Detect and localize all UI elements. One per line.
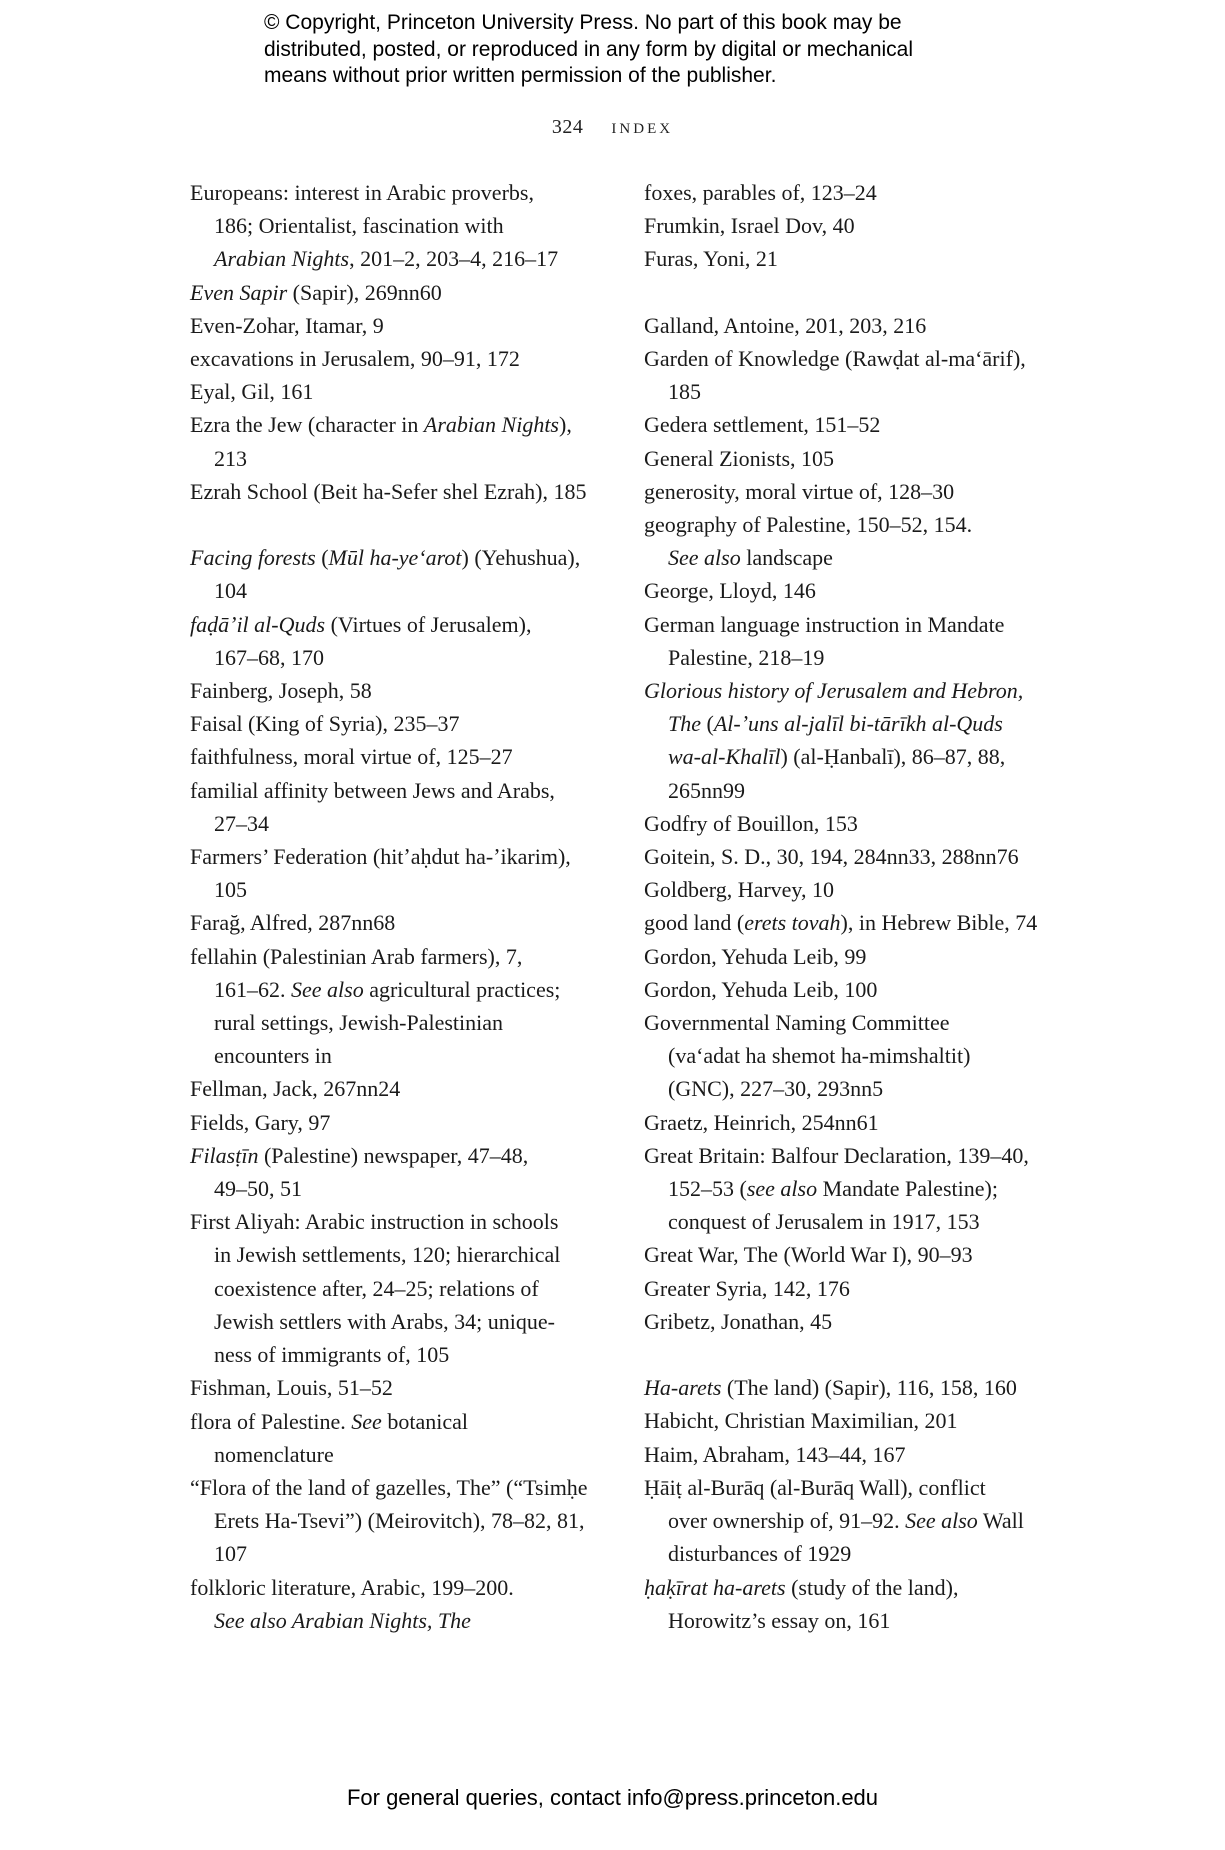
page-number: 324: [551, 116, 584, 138]
index-entry-text: agricultural practices;: [363, 976, 561, 1002]
index-entry: [190, 1106, 640, 1139]
index-entry-text: foxes, parables of, 123–24: [644, 180, 877, 205]
index-entry: [644, 973, 1094, 1006]
index-entry-text: ),: [559, 412, 572, 438]
index-entry: [190, 309, 640, 342]
index-entry-text: George, Lloyd, 146: [644, 578, 816, 604]
index-entry-text: Gribetz, Jonathan, 45: [644, 1308, 833, 1334]
index-entry: [190, 1571, 640, 1637]
index-entry-text: Wall: [977, 1508, 1024, 1534]
index-entry-text: Horowitz’s essay on, 161: [668, 1607, 891, 1633]
index-entry: [644, 1139, 1094, 1239]
index-entry: [190, 276, 640, 309]
index-entry-text: Ezra the Jew (character in: [190, 412, 424, 438]
index-entry-text: familial affinity between Jews and Arabs,: [190, 777, 555, 803]
index-entry-text: generosity, moral virtue of, 128–30: [644, 478, 955, 504]
index-entry-text: faḍāʼil al-Quds: [190, 611, 326, 637]
index-entry-text: 104: [214, 578, 247, 604]
index-entry: [644, 475, 1094, 508]
index-entry: [644, 608, 1094, 674]
index-entry-text: General Zionists, 105: [644, 445, 835, 471]
index-entry-text: Galland, Antoine, 201, 203, 216: [644, 312, 927, 338]
index-entry: [644, 408, 1094, 441]
index-entry: [190, 674, 640, 707]
index-entry: [644, 209, 1094, 242]
index-entry: [190, 475, 640, 508]
copyright-line: distributed, posted, or reproduced in any form by digital or mechanical: [264, 37, 914, 61]
index-entry-text: 161–62.: [214, 976, 291, 1002]
index-entry-text: Mandate Palestine);: [817, 1176, 998, 1202]
index-entry-text: conquest of Jerusalem in 1917, 153: [668, 1209, 980, 1235]
index-entry: [644, 1471, 1094, 1571]
letter-group-gap: [644, 1338, 1094, 1371]
index-entry-text: Haim, Abraham, 143–44, 167: [644, 1441, 906, 1467]
index-entry-text: Mūl ha-yeʻarot: [328, 545, 462, 571]
index-entry-text: (Sapir), 269nn60: [287, 279, 442, 305]
index-entry-text: Jewish settlers with Arabs, 34; unique-: [214, 1308, 555, 1334]
index-entry-text: 49–50, 51: [214, 1176, 302, 1202]
index-entry-text: Palestine, 218–19: [668, 644, 825, 670]
index-entry: [644, 873, 1094, 906]
index-entry: [644, 840, 1094, 873]
index-entry-text: Ha-arets: [644, 1375, 722, 1401]
index-entry-text: Habicht, Christian Maximilian, 201: [644, 1408, 958, 1434]
index-entry-text: , 201–2, 203–4, 216–17: [349, 246, 559, 272]
index-column-right: [644, 176, 1094, 1637]
index-entry: [190, 1471, 640, 1571]
index-entry-text: Goldberg, Harvey, 10: [644, 877, 835, 903]
index-entry-text: Faisal (King of Syria), 235–37: [190, 711, 460, 737]
index-entry-text: excavations in Jerusalem, 90–91, 172: [190, 346, 520, 372]
index-entry: [644, 807, 1094, 840]
index-entry-text: nomenclature: [214, 1441, 334, 1467]
index-entry: [190, 774, 640, 840]
letter-group-gap: [644, 276, 1094, 309]
index-entry-text: Fields, Gary, 97: [190, 1109, 331, 1135]
index-entry-text: ) (al-Ḥanbalī), 86–87, 88,: [780, 744, 1006, 770]
index-entry: [644, 1571, 1094, 1637]
index-entry: [644, 242, 1094, 275]
index-entry-text: Farağ, Alfred, 287nn68: [190, 910, 396, 936]
index-entry-text: Gordon, Yehuda Leib, 100: [644, 976, 878, 1002]
index-entry-text: erets tovah: [744, 910, 841, 936]
index-entry-text: disturbances of 1929: [668, 1541, 852, 1567]
index-entry: [190, 1371, 640, 1404]
running-head-title: index: [611, 113, 674, 138]
index-entry-text: Europeans: interest in Arabic proverbs,: [190, 180, 534, 205]
index-entry-text: Furas, Yoni, 21: [644, 246, 778, 272]
index-entry-text: Fishman, Louis, 51–52: [190, 1375, 393, 1401]
index-entry-text: (vaʻadat ha shemot ha-mimshaltit): [668, 1043, 971, 1069]
index-entry-text: See also Arabian Nights, The: [214, 1607, 471, 1633]
index-entry: [190, 906, 640, 939]
letter-group-gap: [190, 508, 640, 541]
index-entry-text: 105: [214, 877, 247, 903]
index-entry: [644, 1238, 1094, 1271]
index-entry: [644, 574, 1094, 607]
index-entry: [644, 342, 1094, 408]
index-entry-text: Ḥāiṭ al-Burāq (al-Burāq Wall), conflict: [644, 1474, 986, 1500]
index-entry: [190, 840, 640, 906]
index-entry-text: ), in Hebrew Bible, 74: [840, 910, 1038, 936]
index-entry: [644, 176, 1094, 209]
index-entry-text: “Flora of the land of gazelles, The” (“Tsimḥe: [190, 1474, 588, 1500]
index-entry-text: Godfry of Bouillon, 153: [644, 810, 858, 836]
index-entry-text: 152–53 (: [668, 1176, 747, 1202]
running-head: [0, 113, 1225, 139]
index-entry: [190, 541, 640, 607]
index-entry-text: geography of Palestine, 150–52, 154.: [644, 512, 973, 538]
index-entry: [644, 442, 1094, 475]
index-entry: [644, 674, 1094, 807]
index-entry-text: Graetz, Heinrich, 254nn61: [644, 1109, 879, 1135]
index-entry: [190, 176, 640, 276]
index-entry: [190, 1139, 640, 1205]
index-entry: [190, 1072, 640, 1105]
index-entry-text: Even Sapir: [190, 279, 288, 305]
index-entry: [644, 1438, 1094, 1471]
index-entry-text: botanical: [381, 1408, 468, 1434]
index-entry: [644, 508, 1094, 574]
index-entry-text: 167–68, 170: [214, 644, 324, 670]
index-entry-text: Garden of Knowledge (Rawḍat al-maʻārif),: [644, 346, 1026, 371]
index-entry-text: Arabian Nights: [214, 246, 350, 272]
copyright-line: means without prior written permission of the publisher.: [264, 64, 777, 87]
index-entry-text: German language instruction in Mandate: [644, 611, 1005, 637]
index-entry-text: (study of the land),: [785, 1574, 959, 1600]
index-entry: [644, 1305, 1094, 1338]
index-entry: [644, 1106, 1094, 1139]
index-entry-text: ) (Yehushua),: [461, 545, 581, 571]
index-entry-text: Great Britain: Balfour Declaration, 139–40,: [644, 1142, 1029, 1168]
index-entry-text: over ownership of, 91–92.: [668, 1508, 906, 1534]
index-entry-text: 213: [214, 445, 247, 471]
index-entry-text: flora of Palestine.: [190, 1408, 352, 1434]
index-entry-text: 265nn99: [668, 777, 745, 803]
index-entry-text: See also: [668, 545, 741, 571]
index-entry-text: The: [668, 711, 701, 737]
index-entry-text: 186; Orientalist, fascination with: [214, 213, 504, 239]
index-entry: [644, 1371, 1094, 1404]
copyright-notice: [264, 10, 1024, 90]
index-column-left: [190, 176, 640, 1637]
index-entry-text: (Virtues of Jerusalem),: [325, 611, 532, 637]
index-entry-text: see also: [746, 1176, 818, 1202]
index-entry-text: Gedera settlement, 151–52: [644, 412, 881, 438]
index-entry-text: Great War, The (World War I), 90–93: [644, 1242, 973, 1268]
index-entry: [190, 740, 640, 773]
copyright-line: © Copyright, Princeton University Press. No part of this book may be: [264, 11, 902, 34]
index-entry-text: Goitein, S. D., 30, 194, 284nn33, 288nn76: [644, 844, 1019, 870]
index-entry-text: See also: [905, 1508, 978, 1534]
index-entry: [644, 1006, 1094, 1106]
index-entry-text: See: [351, 1408, 382, 1434]
index-entry-text: Greater Syria, 142, 176: [644, 1275, 850, 1301]
index-entry-text: ness of immigrants of, 105: [214, 1342, 450, 1368]
index-entry-text: Ezrah School (Beit ha-Sefer shel Ezrah), 185: [190, 478, 587, 504]
index-entry: [190, 408, 640, 474]
index-entry-text: (Palestine) newspaper, 47–48,: [258, 1142, 529, 1168]
index-entry: [190, 342, 640, 375]
index-entry: [644, 906, 1094, 939]
index-entry: [190, 1405, 640, 1471]
index-entry-text: (: [315, 545, 329, 571]
index-entry-text: Governmental Naming Committee: [644, 1010, 950, 1036]
index-entry: [644, 940, 1094, 973]
index-entry-text: Al-ʼuns al-jalīl bi-tārīkh al-Quds: [713, 711, 1003, 737]
index-entry: [190, 707, 640, 740]
index-entry: [190, 375, 640, 408]
index-entry-text: 107: [214, 1541, 247, 1567]
index-entry: [190, 608, 640, 674]
index-entry-text: Glorious history of Jerusalem and Hebron,: [644, 678, 1024, 704]
index-entry-text: coexistence after, 24–25; relations of: [214, 1275, 539, 1301]
index-entry-text: Frumkin, Israel Dov, 40: [644, 213, 855, 239]
index-entry-text: 185: [668, 379, 701, 405]
index-entry-text: (The land) (Sapir), 116, 158, 160: [721, 1375, 1017, 1401]
index-entry-text: (: [701, 711, 714, 737]
index-entry-text: Even-Zohar, Itamar, 9: [190, 312, 384, 338]
index-entry-text: landscape: [740, 545, 833, 571]
index-entry-text: 27–34: [214, 810, 269, 836]
footer-contact: For general queries, contact info@press.princeton.edu: [346, 1785, 879, 1810]
index-entry-text: rural settings, Jewish-Palestinian: [214, 1010, 504, 1036]
index-entry: [190, 1205, 640, 1371]
index-entry-text: Erets Ha-Tsevi”) (Meirovitch), 78–82, 81,: [214, 1508, 585, 1534]
index-entry-text: Facing forests: [190, 545, 316, 571]
index-entry-text: Farmers’ Federation (hitʼaḥdut ha-ʼikarim),: [190, 844, 571, 870]
index-entry: [190, 940, 640, 1073]
index-entry-text: in Jewish settlements, 120; hierarchical: [214, 1242, 561, 1268]
index-entry-text: Fellman, Jack, 267nn24: [190, 1076, 401, 1102]
index-entry-text: Arabian Nights: [423, 412, 559, 438]
index-entry-text: faithfulness, moral virtue of, 125–27: [190, 744, 513, 770]
index-entry-text: good land (: [644, 910, 745, 936]
index-entry: [644, 1272, 1094, 1305]
index-entry-text: First Aliyah: Arabic instruction in schools: [190, 1209, 559, 1235]
index-entry-text: Gordon, Yehuda Leib, 99: [644, 943, 867, 969]
index-entry-text: (GNC), 227–30, 293nn5: [668, 1076, 884, 1102]
index-entry-text: ḥaḳīrat ha-arets: [644, 1574, 786, 1600]
index-entry-text: fellahin (Palestinian Arab farmers), 7,: [190, 943, 523, 969]
index-entry: [644, 1404, 1094, 1437]
index-entry-text: Filasṭīn: [190, 1142, 259, 1168]
index-entry-text: folkloric literature, Arabic, 199–200.: [190, 1574, 514, 1600]
index-entry: [644, 309, 1094, 342]
index-entry-text: See also: [291, 976, 364, 1002]
index-entry-text: wa-al-Khalīl: [668, 744, 781, 770]
index-entry-text: Fainberg, Joseph, 58: [190, 678, 372, 704]
index-entry-text: encounters in: [214, 1043, 332, 1069]
index-entry-text: Eyal, Gil, 161: [190, 379, 314, 405]
